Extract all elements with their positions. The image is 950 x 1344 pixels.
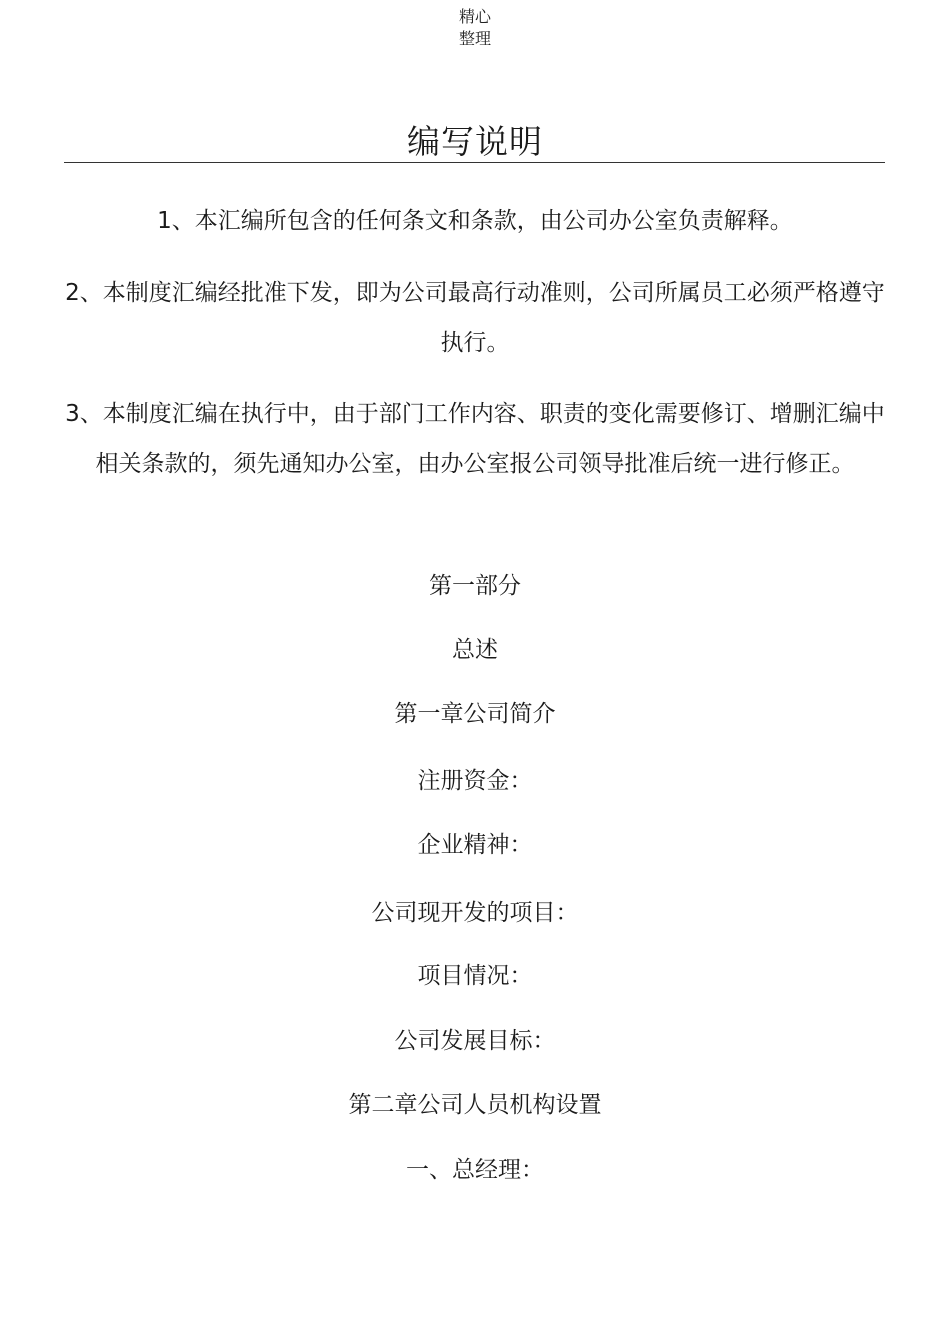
field-project-status: 项目情况： <box>417 963 533 989</box>
chapter-two-heading: 第二章公司人员机构设置 <box>348 1092 602 1118</box>
header-watermark <box>0 6 950 50</box>
field-corporate-spirit: 企业精神： <box>417 832 533 858</box>
document-title: 编写说明 <box>407 122 543 161</box>
title-underline <box>64 162 885 163</box>
paragraph-1: 1、本汇编所包含的任何条文和条款，由公司办公室负责解释。 <box>157 208 793 234</box>
paragraph-3: 3、本制度汇编在执行中，由于部门工作内容、职责的变化需要修订、增删汇编中相关条款的，须先通知办公室，由办公室报公司领导批准后统一进行修正。 <box>65 401 885 477</box>
paragraph-2: 2、本制度汇编经批准下发，即为公司最高行动准则，公司所属员工必须严格遵守执行。 <box>65 280 885 356</box>
field-development-goals: 公司发展目标： <box>394 1028 556 1054</box>
field-registered-capital: 注册资金： <box>417 768 533 794</box>
header-line-1: 精心 <box>458 7 491 26</box>
field-general-manager: 一、总经理： <box>406 1157 544 1183</box>
field-current-projects: 公司现开发的项目： <box>371 900 579 926</box>
section-part-one: 第一部分 <box>429 573 521 599</box>
chapter-one-heading: 第一章公司简介 <box>394 701 556 727</box>
section-overview: 总述 <box>452 637 498 663</box>
header-line-2: 整理 <box>458 29 491 48</box>
